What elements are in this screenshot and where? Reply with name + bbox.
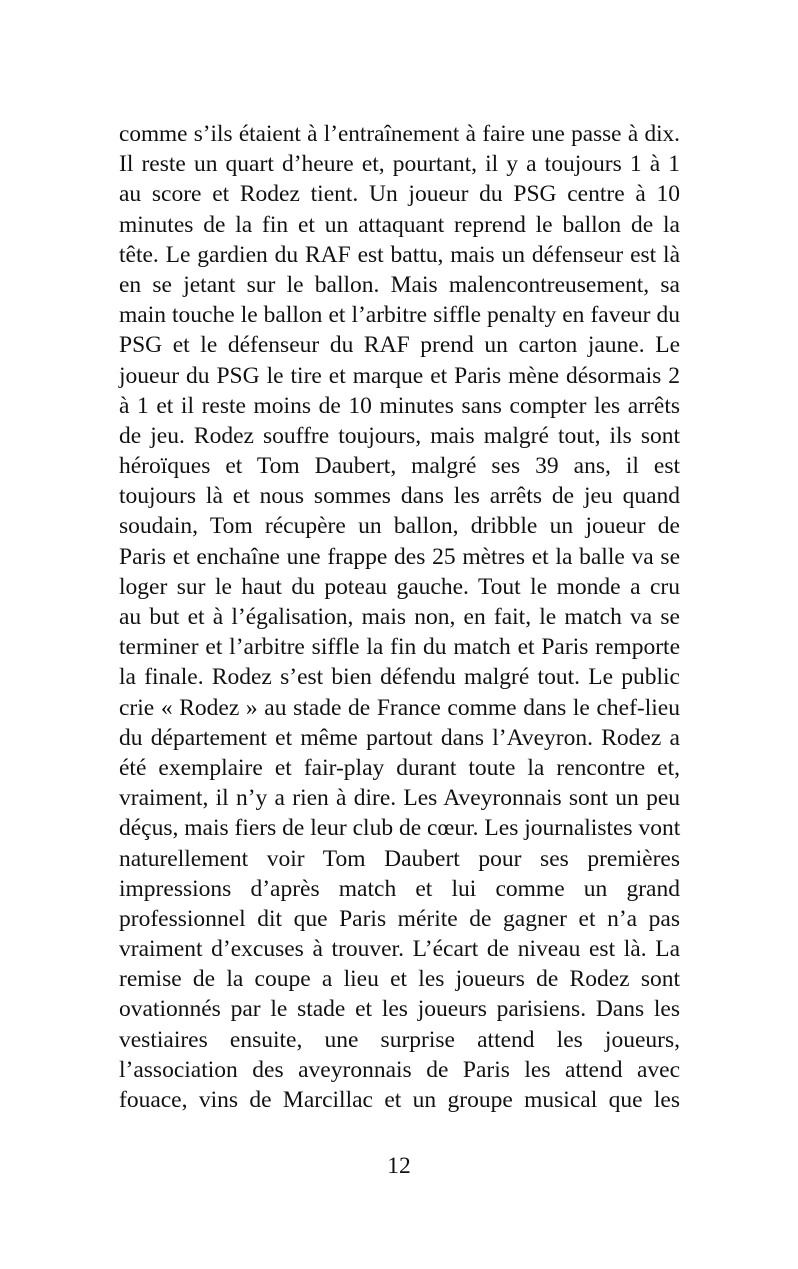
text-line: été exemplaire et fair-play durant toute la rencontre et, bbox=[119, 754, 680, 781]
text-line: vraiment d’excuses à trouver. L’écart de niveau est là. La bbox=[119, 936, 680, 963]
text-line: Il reste un quart d’heure et, pourtant, il y a toujours 1 à 1 bbox=[119, 151, 680, 178]
text-line: comme s’ils étaient à l’entraînement à faire une passe à dix. bbox=[119, 121, 680, 147]
text-line: du département et même partout dans l’Aveyron. Rodez a bbox=[119, 724, 680, 751]
text-line: professionnel dit que Paris mérite de gagner et n’a pas bbox=[119, 905, 680, 932]
text-line: terminer et l’arbitre siffle la fin du match et Paris remporte bbox=[119, 634, 680, 661]
page-number: 12 bbox=[387, 1153, 411, 1179]
text-line: vestiaires ensuite, une surprise attend les joueurs, bbox=[119, 1026, 680, 1053]
text-line: fouace, vins de Marcillac et un groupe musical que les bbox=[119, 1087, 680, 1113]
text-line: déçus, mais fiers de leur club de cœur. Les journalistes vont bbox=[119, 815, 681, 842]
text-line: à 1 et il reste moins de 10 minutes sans compter les arrêts bbox=[119, 392, 680, 419]
body-text bbox=[119, 119, 680, 1115]
text-line: Paris et enchaîne une frappe des 25 mètres et la balle va se bbox=[119, 543, 680, 570]
text-line: soudain, Tom récupère un ballon, dribble un joueur de bbox=[119, 513, 680, 540]
text-line: remise de la coupe a lieu et les joueurs de Rodez sont bbox=[119, 966, 680, 993]
text-line: minutes de la fin et un attaquant reprend le ballon de la bbox=[119, 211, 680, 238]
text-line: impressions d’après match et lui comme un grand bbox=[119, 875, 680, 902]
text-line: ovationnés par le stade et les joueurs parisiens. Dans les bbox=[119, 996, 680, 1023]
text-line: naturellement voir Tom Daubert pour ses premières bbox=[119, 845, 680, 872]
text-line: l’association des aveyronnais de Paris les attend avec bbox=[119, 1056, 680, 1083]
text-line: en se jetant sur le ballon. Mais malencontreusement, sa bbox=[119, 271, 680, 298]
text-line: vraiment, il n’y a rien à dire. Les Aveyronnais sont un peu bbox=[119, 785, 680, 812]
text-line: joueur du PSG le tire et marque et Paris mène désormais 2 bbox=[119, 362, 680, 389]
text-line: héroïques et Tom Daubert, malgré ses 39 ans, il est bbox=[119, 453, 680, 480]
text-line: loger sur le haut du poteau gauche. Tout le monde a cru bbox=[119, 573, 680, 600]
text-line: toujours là et nous sommes dans les arrêts de jeu quand bbox=[119, 483, 680, 510]
text-line: la finale. Rodez s’est bien défendu malgré tout. Le public bbox=[119, 664, 680, 691]
text-line: main touche le ballon et l’arbitre siffle penalty en faveur du bbox=[119, 302, 680, 329]
text-line: au but et à l’égalisation, mais non, en fait, le match va se bbox=[119, 604, 680, 630]
text-line: crie « Rodez » au stade de France comme dans le chef-lieu bbox=[119, 694, 680, 721]
text-line: tête. Le gardien du RAF est battu, mais un défenseur est là bbox=[119, 241, 680, 268]
text-line: de jeu. Rodez souffre toujours, mais malgré tout, ils sont bbox=[119, 422, 680, 449]
text-line: PSG et le défenseur du RAF prend un carton jaune. Le bbox=[119, 332, 680, 359]
text-line: au score et Rodez tient. Un joueur du PSG centre à 10 bbox=[119, 181, 680, 208]
